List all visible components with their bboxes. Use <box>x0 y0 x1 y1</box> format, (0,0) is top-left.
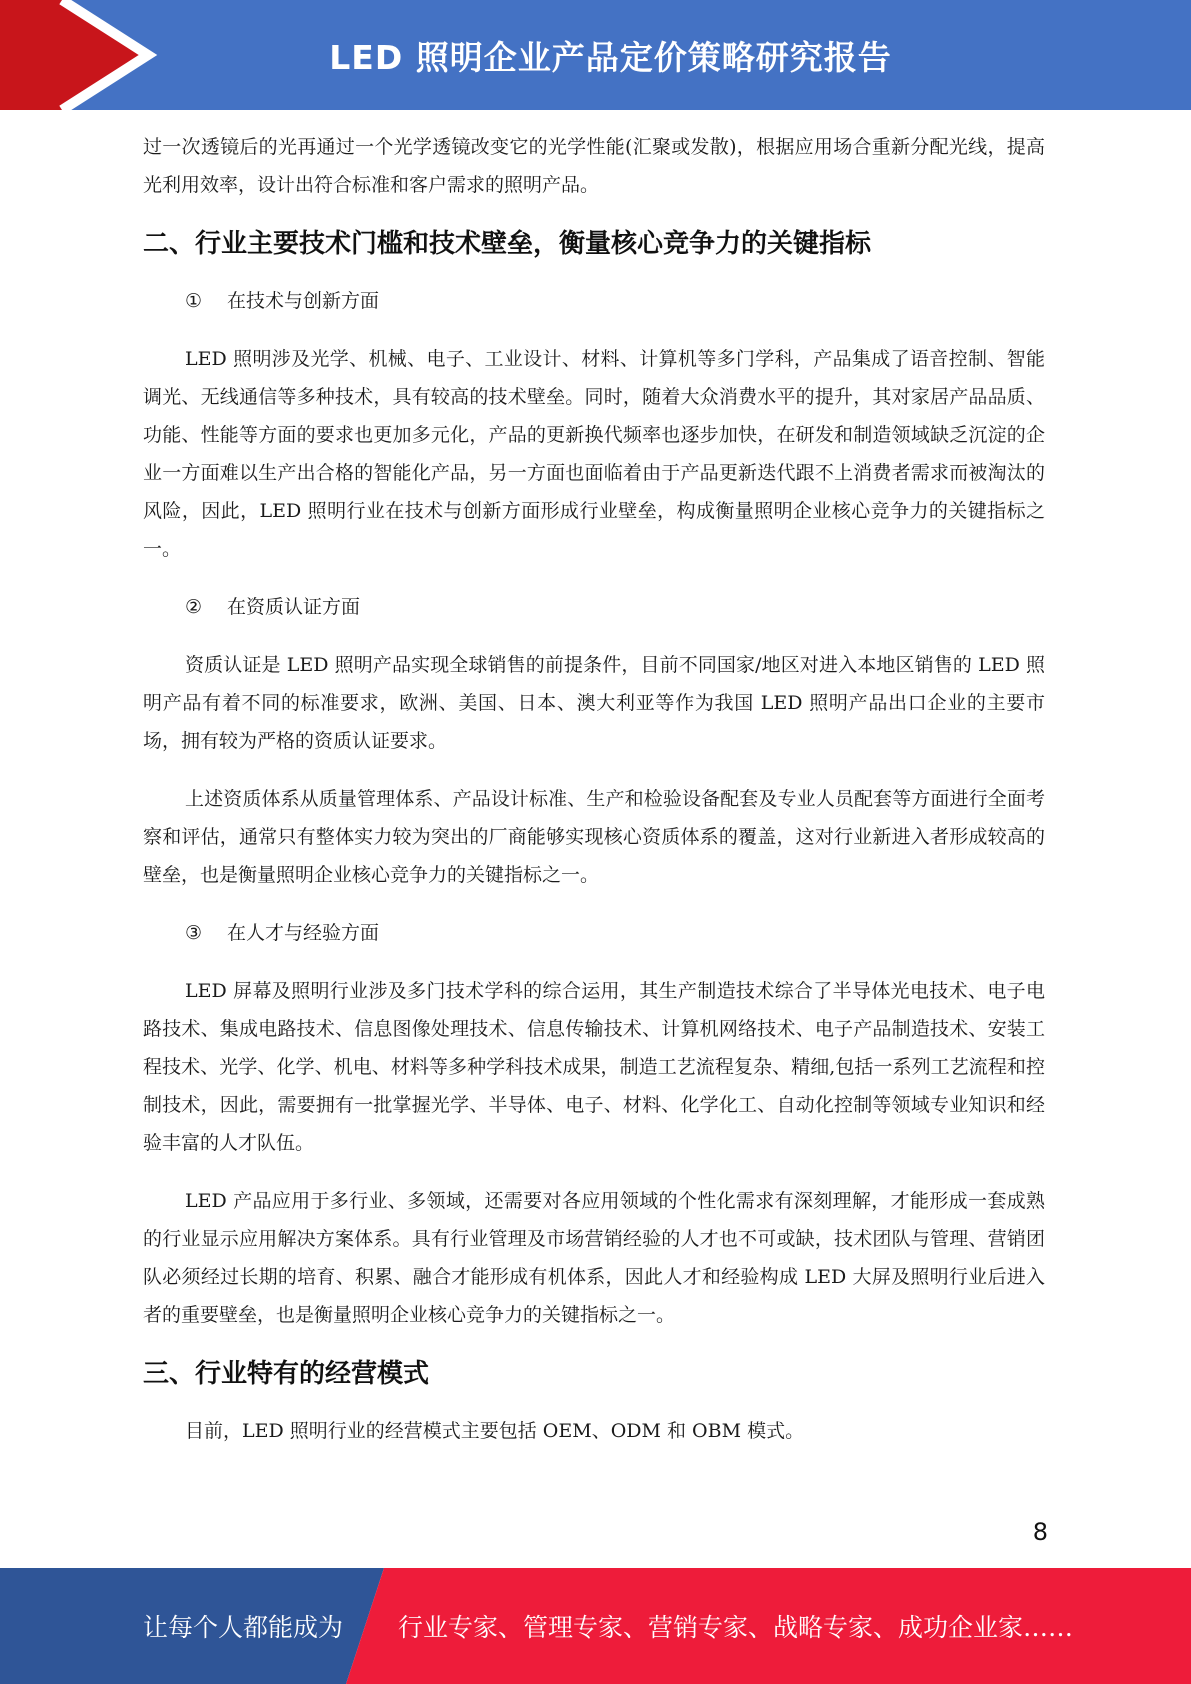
header-red-chevron <box>0 0 148 110</box>
subsection-3-paragraph-2: LED 产品应用于多行业、多领域，还需要对各应用领域的个性化需求有深刻理解，才能形成一套成熟的行业显示应用解决方案体系。具有行业管理及市场营销经验的人才也不可或缺，技术团队与管理、营销团队必须经过长期的培育、积累、融合才能形成有机体系，因此人才和经验构成 LED 大屏及照明行业后进入者的重要壁垒，也是衡量照明企业核心竞争力的关键指标之一。 <box>143 1190 1045 1326</box>
section-3-heading: 三、行业特有的经营模式 <box>143 1359 430 1389</box>
subsection-2-title: 在资质认证方面 <box>227 596 361 618</box>
subsection-2-heading <box>185 588 1045 626</box>
subsection-3-heading <box>185 914 1045 952</box>
report-title: LED 照明企业产品定价策略研究报告 <box>329 37 892 77</box>
subsection-1-title: 在技术与创新方面 <box>227 290 380 312</box>
subsection-1-paragraph: LED 照明涉及光学、机械、电子、工业设计、材料、计算机等多门学科，产品集成了语音控制、智能调光、无线通信等多种技术，具有较高的技术壁垒。同时，随着大众消费水平的提升，其对家居产品品质、功能、性能等方面的要求也更加多元化，产品的更新换代频率也逐步加快，在研发和制造领域缺乏沉淀的企业一方面难以生产出合格的智能化产品，另一方面也面临着由于产品更新迭代跟不上消费者需求而被淘汰的风险，因此，LED 照明行业在技术与创新方面形成行业壁垒，构成衡量照明企业核心竞争力的关键指标之一。 <box>143 348 1045 560</box>
page-header <box>0 0 1191 110</box>
subsection-2-number: ② <box>185 596 203 618</box>
footer-slogan-left: 让每个人都能成为 <box>143 1613 344 1642</box>
subsection-3-title: 在人才与经验方面 <box>227 922 380 944</box>
subsection-2-paragraph-1: 资质认证是 LED 照明产品实现全球销售的前提条件，目前不同国家/地区对进入本地区销售的 LED 照明产品有着不同的标准要求，欧洲、美国、日本、澳大利亚等作为我国 LED 照明产品出口企业的主要市场，拥有较为严格的资质认证要求。 <box>143 654 1045 752</box>
section-3-paragraph: 目前，LED 照明行业的经营模式主要包括 OEM、ODM 和 OBM 模式。 <box>185 1420 805 1442</box>
subsection-1-number: ① <box>185 290 203 312</box>
intro-paragraph: 过一次透镜后的光再通过一个光学透镜改变它的光学性能(汇聚或发散)，根据应用场合重新分配光线，提高光利用效率，设计出符合标准和客户需求的照明产品。 <box>143 136 1045 196</box>
subsection-3-number: ③ <box>185 922 203 944</box>
page-number: 8 <box>1032 1518 1048 1546</box>
section-2-heading: 二、行业主要技术门槛和技术壁垒，衡量核心竞争力的关键指标 <box>143 229 872 259</box>
page-footer <box>0 1568 1191 1684</box>
subsection-1-heading <box>185 282 1045 320</box>
subsection-2-paragraph-2: 上述资质体系从质量管理体系、产品设计标准、生产和检验设备配套及专业人员配套等方面进行全面考察和评估，通常只有整体实力较为突出的厂商能够实现核心资质体系的覆盖，这对行业新进入者形成较高的壁垒，也是衡量照明企业核心竞争力的关键指标之一。 <box>143 788 1045 886</box>
footer-slogan-right: 行业专家、管理专家、营销专家、战略专家、成功企业家…… <box>398 1613 1074 1642</box>
document-body <box>143 128 1045 1470</box>
subsection-3-paragraph-1: LED 屏幕及照明行业涉及多门技术学科的综合运用，其生产制造技术综合了半导体光电技术、电子电路技术、集成电路技术、信息图像处理技术、信息传输技术、计算机网络技术、电子产品制造技术、安装工程技术、光学、化学、机电、材料等多种学科技术成果，制造工艺流程复杂、精细,包括一系列工艺流程和控制技术，因此，需要拥有一批掌握光学、半导体、电子、材料、化学化工、自动化控制等领域专业知识和经验丰富的人才队伍。 <box>143 980 1045 1154</box>
